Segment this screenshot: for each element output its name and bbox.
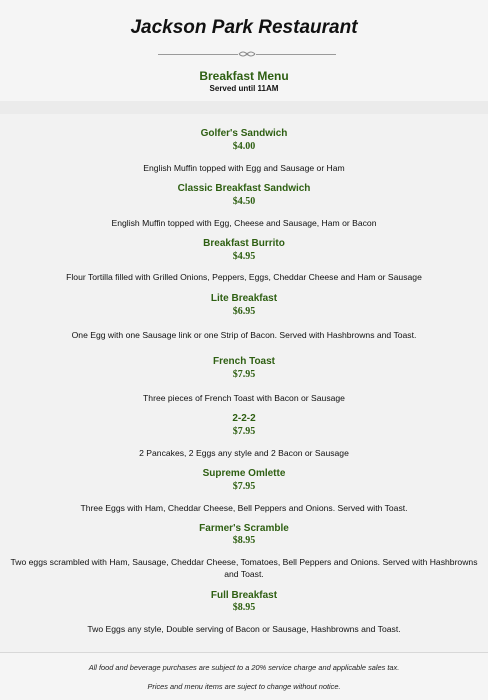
menu-item-name: Breakfast Burrito [203, 238, 285, 249]
menu-item-description: Two eggs scrambled with Ham, Sausage, Cheddar Cheese, Tomatoes, Bell Peppers and Onions. Served with Hashbrowns and Toast. [10, 557, 478, 579]
menu-title: Breakfast Menu [199, 69, 289, 83]
menu-item-description: 2 Pancakes, 2 Eggs any style and 2 Bacon or Sausage [139, 448, 349, 458]
menu-item-price: $4.00 [232, 141, 256, 152]
menu-item-description: Three pieces of French Toast with Bacon or Sausage [143, 393, 345, 403]
menu-item-description: One Egg with one Sausage link or one Strip of Bacon. Served with Hashbrowns and Toast. [71, 330, 417, 340]
menu-item-price: $4.95 [232, 251, 256, 262]
menu-subtitle: Served until 11AM [209, 84, 279, 93]
menu-item-description: Flour Tortilla filled with Grilled Onions, Peppers, Eggs, Cheddar Cheese and Ham or Sausage [66, 272, 422, 282]
menu-item-name: French Toast [212, 356, 276, 367]
menu-item-name: Supreme Omlette [202, 468, 286, 479]
flourish-icon [238, 49, 256, 59]
menu-item-description: Three Eggs with Ham, Cheddar Cheese, Bell Peppers and Onions. Served with Toast. [80, 503, 408, 513]
menu-header [0, 0, 488, 101]
restaurant-name: Jackson Park Restaurant [130, 17, 358, 38]
menu-item-description: Two Eggs any style, Double serving of Bacon or Sausage, Hashbrowns and Toast. [87, 624, 401, 634]
menu-item-price: $8.95 [232, 602, 256, 613]
menu-footer [0, 652, 488, 700]
menu-item-price: $8.95 [232, 535, 256, 546]
menu-item-name: Lite Breakfast [210, 293, 278, 304]
menu-item-price: $7.95 [232, 369, 256, 380]
ornamental-divider [158, 49, 336, 59]
menu-item-name: Full Breakfast [210, 590, 278, 601]
price-change-note: Prices and menu items are suject to change without notice. [147, 682, 341, 691]
divider-line-left [158, 54, 238, 55]
menu-item-price: $4.50 [232, 196, 256, 207]
menu-item-name: Farmer's Scramble [199, 523, 289, 534]
menu-item-description: English Muffin topped with Egg, Cheese and Sausage, Ham or Bacon [111, 218, 377, 228]
menu-item-name: Classic Breakfast Sandwich [177, 183, 311, 194]
service-charge-note: All food and beverage purchases are subject to a 20% service charge and applicable sales tax. [88, 663, 400, 672]
menu-item-price: $7.95 [232, 481, 256, 492]
menu-items-list [0, 114, 488, 652]
menu-item-name: Golfer's Sandwich [200, 128, 288, 139]
menu-item-description: English Muffin topped with Egg and Sausage or Ham [143, 163, 345, 173]
menu-item-price: $7.95 [232, 426, 256, 437]
menu-item-price: $6.95 [232, 306, 256, 317]
menu-item-name: 2-2-2 [232, 413, 256, 424]
divider-line-right [256, 54, 336, 55]
